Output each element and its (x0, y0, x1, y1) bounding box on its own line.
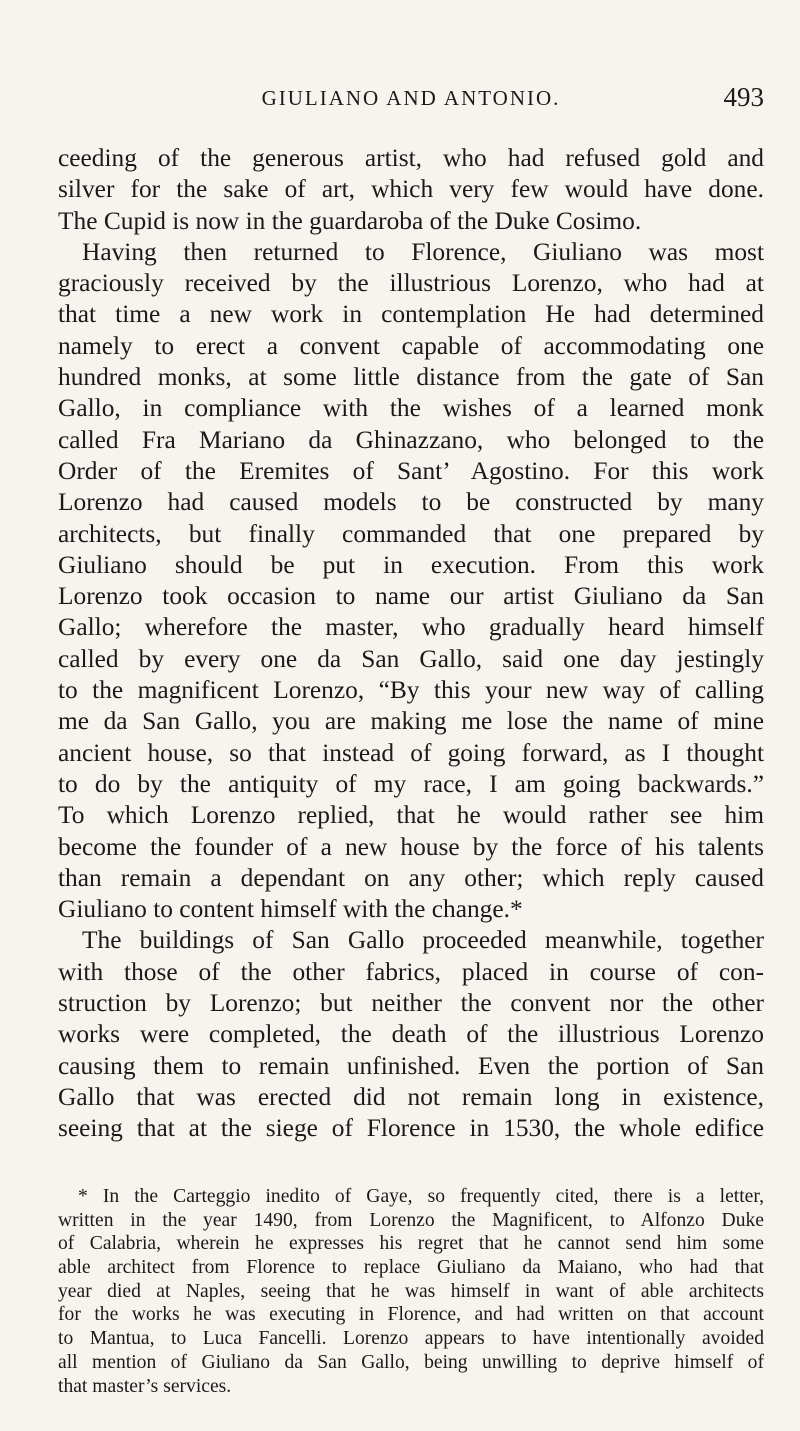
text-line: Gallo that was erected did not remain long in existence, (58, 1082, 764, 1111)
text-line: architects, but finally commanded that one prepared by (58, 519, 764, 548)
text-line: Gallo; wherefore the master, who gradually heard himself (58, 613, 764, 642)
text-line: graciously received by the illustrious Lorenzo, who had at (58, 269, 764, 298)
text-line: causing them to remain unfinished. Even the portion of San (58, 1051, 764, 1080)
footnote-line: for the works he was executing in Florence, and had written on that account (58, 1304, 764, 1326)
page-number: 493 (723, 82, 764, 112)
text-line: become the founder of a new house by the force of his talents (58, 832, 764, 861)
text-line: Gallo, in compliance with the wishes of a learned monk (58, 394, 764, 423)
text-line: struction by Lorenzo; but neither the convent nor the other (58, 989, 764, 1018)
text-line: than remain a dependant on any other; which reply caused (58, 863, 764, 892)
text-line: hundred monks, at some little distance from the gate of San (58, 363, 764, 392)
footnote-line: year died at Naples, seeing that he was himself in want of able architects (58, 1280, 764, 1302)
footnote-line: to Mantua, to Luca Fancelli. Lorenzo appears to have intentionally avoided (58, 1328, 764, 1350)
footnote-line: of Calabria, wherein he expresses his regret that he cannot send him some (58, 1233, 764, 1255)
text-line: The buildings of San Gallo proceeded meanwhile, together (82, 926, 764, 955)
text-line: to do by the antiquity of my race, I am going backwards.” (58, 769, 764, 798)
text-line: me da San Gallo, you are making me lose the name of mine (58, 707, 764, 736)
text-line: Lorenzo had caused models to be constructed by many (58, 488, 764, 517)
footnote (58, 1185, 764, 1398)
footnote-line: * In the Carteggio inedito of Gaye, so frequently cited, there is a letter, (78, 1186, 764, 1207)
text-line: works were completed, the death of the illustrious Lorenzo (58, 1020, 764, 1049)
text-line: seeing that at the siege of Florence in 1530, the whole edifice (58, 1114, 764, 1143)
text-line: ceeding of the generous artist, who had refused gold and (58, 144, 764, 172)
text-line: Lorenzo took occasion to name our artist Giuliano da San (58, 582, 764, 611)
text-line: Giuliano to content himself with the change.* (58, 895, 523, 924)
text-line: Order of the Eremites of Sant’ Agostino. For this work (58, 456, 764, 485)
footnote-line: written in the year 1490, from Lorenzo the Magnificent, to Alfonzo Duke (58, 1209, 764, 1231)
text-line: to the magnificent Lorenzo, “By this your new way of calling (58, 676, 764, 705)
footnote-line: all mention of Giuliano da San Gallo, being unwilling to deprive himself of (58, 1351, 764, 1373)
running-head (58, 82, 764, 122)
text-line: with those of the other fabrics, placed in course of con- (58, 957, 764, 986)
body-text (58, 143, 764, 1145)
text-line: namely to erect a convent capable of accommodating one (58, 331, 764, 360)
footnote-line: that master’s services. (58, 1375, 232, 1397)
text-line: ancient house, so that instead of going forward, as I thought (58, 738, 764, 767)
text-line: silver for the sake of art, which very few would have done. (58, 175, 764, 204)
book-page (58, 0, 764, 1431)
text-line: The Cupid is now in the guardaroba of the Duke Cosimo. (58, 206, 642, 235)
text-line: called by every one da San Gallo, said one day jestingly (58, 644, 764, 673)
text-line: Giuliano should be put in execution. From this work (58, 550, 764, 579)
text-line: that time a new work in contemplation He had determined (58, 300, 764, 329)
running-title: GIULIANO AND ANTONIO. (261, 86, 561, 110)
text-line: called Fra Mariano da Ghinazzano, who belonged to the (58, 425, 764, 454)
footnote-line: able architect from Florence to replace Giuliano da Maiano, who had that (58, 1257, 764, 1279)
text-line: Having then returned to Florence, Giuliano was most (82, 237, 764, 266)
text-line: To which Lorenzo replied, that he would rather see him (58, 801, 764, 830)
